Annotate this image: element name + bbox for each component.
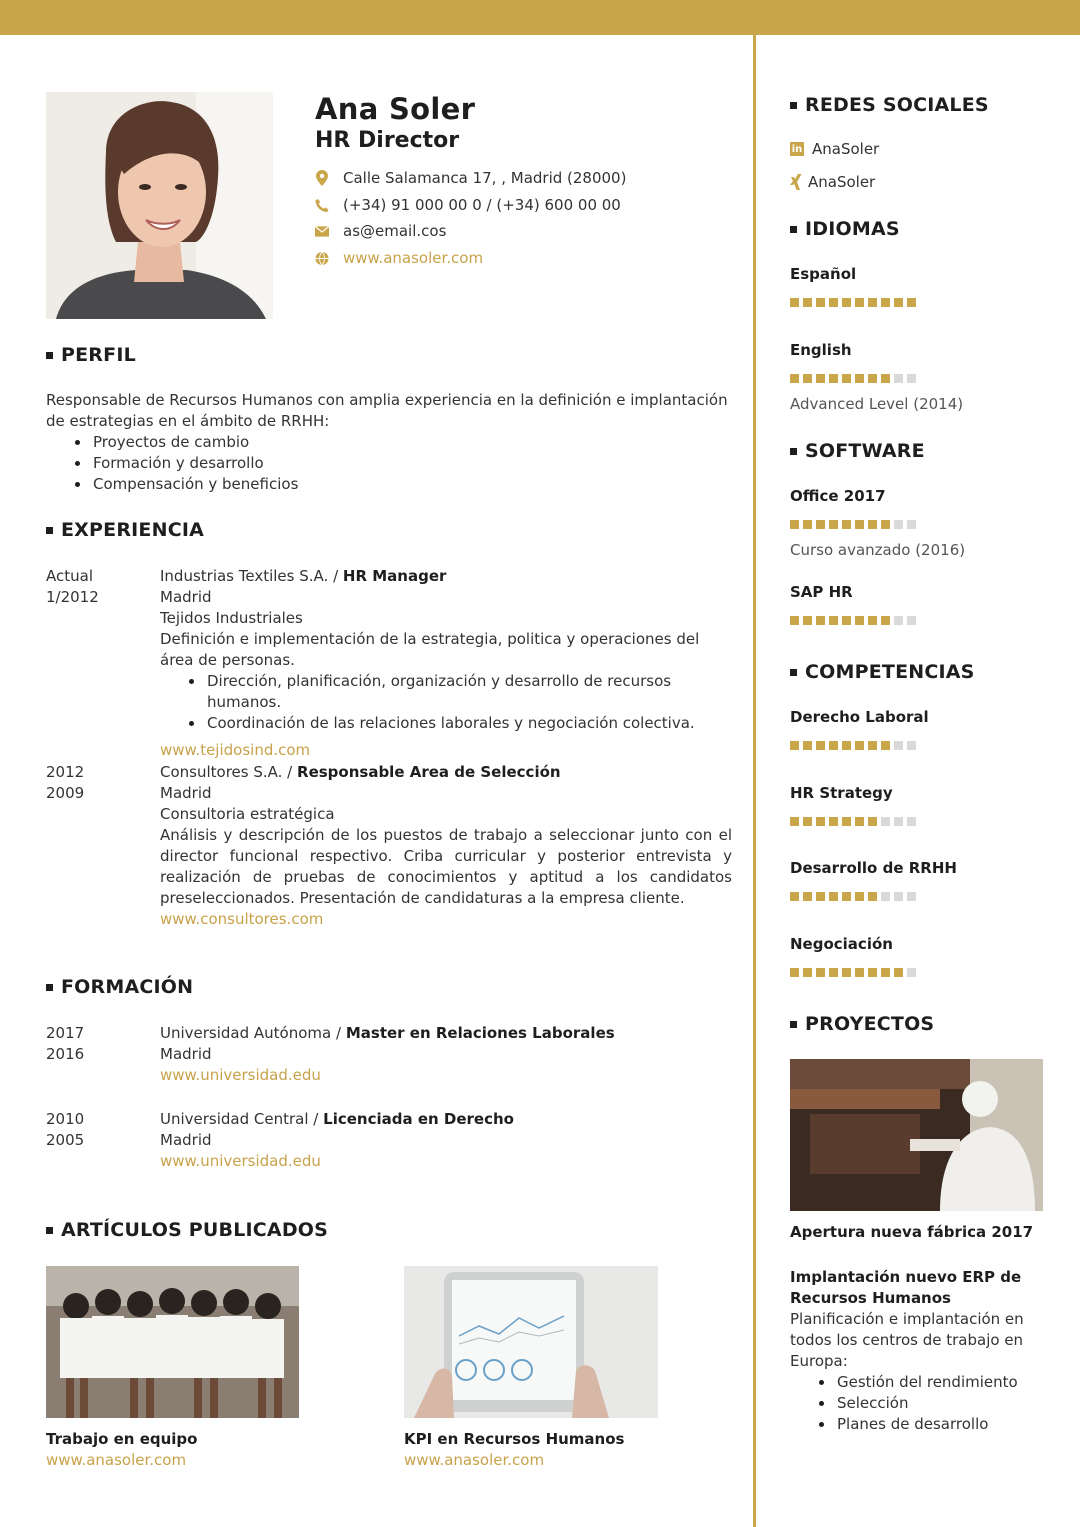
list-item: Formación y desarrollo [46,453,646,474]
level-square-filled [868,298,877,307]
language-name: English [790,341,852,359]
education-school-line: Universidad Central / Licenciada en Derecho [160,1110,514,1128]
heading-square-icon [46,352,53,359]
level-square-empty [881,817,890,826]
level-square-filled [855,616,864,625]
level-square-filled [881,520,890,529]
level-square-filled [816,616,825,625]
level-square-filled [855,374,864,383]
section-experiencia-heading: EXPERIENCIA [46,519,204,541]
article-item-2 [404,1429,724,1471]
social-item-xing[interactable]: AnaSoler [790,173,1050,191]
level-square-filled [829,298,838,307]
level-square-filled [803,298,812,307]
profile-photo [46,92,273,319]
list-item: Coordinación de las relaciones laborales y negociación colectiva. [160,713,735,734]
level-square-filled [790,374,799,383]
phone-icon [315,197,329,213]
level-square-filled [894,298,903,307]
level-square-filled [829,968,838,977]
article-image-kpi[interactable] [404,1266,658,1418]
experience-bullets [160,671,735,734]
linkedin-icon: in [791,143,803,155]
level-square-filled [803,741,812,750]
software-name: Office 2017 [790,487,886,505]
level-square-filled [855,520,864,529]
competency-name: Derecho Laboral [790,708,929,726]
contact-website [315,248,483,268]
education-dates-2: 2010 2005 [46,1110,85,1149]
heading-square-icon [46,1227,53,1234]
language-name: Español [790,265,857,283]
heading-square-icon [790,1021,797,1028]
level-square-empty [894,374,903,383]
list-item: Dirección, planificación, organización y desarrollo de recursos humanos. [160,671,735,713]
section-perfil-heading: PERFIL [46,344,136,366]
level-square-filled [829,520,838,529]
section-redes-heading: REDES SOCIALES [790,94,989,116]
location-pin-icon [315,170,329,186]
heading-square-icon [790,102,797,109]
column-divider [753,35,756,1527]
mail-icon [315,223,329,239]
education-entry-2 [160,1109,735,1172]
section-idiomas-heading: IDIOMAS [790,218,900,240]
experience-description: Definición e implementación de la estrategia, politica y operaciones del área de personas. [160,630,700,669]
level-square-filled [816,520,825,529]
level-square-filled [816,374,825,383]
competency-level-bar [790,968,1050,977]
experience-company-line: Consultores S.A. / Responsable Area de Selección [160,763,561,781]
list-item: Gestión del rendimiento [790,1372,1030,1393]
level-square-filled [816,968,825,977]
candidate-title: HR Director [315,128,460,153]
level-square-filled [790,520,799,529]
social-item-linkedin[interactable]: in AnaSoler [791,140,880,158]
software-name: SAP HR [790,583,853,601]
language-level-bar [790,374,1050,383]
section-formacion-heading: FORMACIÓN [46,976,193,998]
experience-sector: Tejidos Industriales [160,609,303,627]
level-square-empty [881,892,890,901]
level-square-filled [868,892,877,901]
level-square-empty [894,616,903,625]
level-square-filled [855,968,864,977]
experience-entry-1 [160,566,735,761]
level-square-filled [855,298,864,307]
level-square-filled [881,298,890,307]
level-square-filled [816,298,825,307]
section-software-heading: SOFTWARE [790,440,925,462]
section-articulos-heading: ARTÍCULOS PUBLICADOS [46,1219,328,1241]
heading-square-icon [790,448,797,455]
level-square-filled [842,298,851,307]
level-square-filled [829,616,838,625]
level-square-filled [790,968,799,977]
email-text[interactable]: as@email.cos [343,222,447,240]
project-bullets [790,1372,1030,1435]
level-square-empty [907,817,916,826]
level-square-filled [868,968,877,977]
language-note: Advanced Level (2014) [790,395,964,413]
experience-entry-2 [160,762,735,930]
article-link[interactable]: www.anasoler.com [46,1451,187,1469]
experience-link[interactable]: www.tejidosind.com [160,741,311,759]
article-title: Trabajo en equipo [46,1430,198,1448]
level-square-filled [803,616,812,625]
article-item-1 [46,1429,346,1471]
project-item-erp [790,1267,1030,1435]
project-title: Implantación nuevo ERP de Recursos Humanos [790,1268,1022,1307]
education-school-line: Universidad Autónoma / Master en Relaciones Laborales [160,1024,615,1042]
section-competencias-heading: COMPETENCIAS [790,661,975,683]
education-entry-1 [160,1023,735,1086]
education-city: Madrid [160,1045,212,1063]
contact-phone [315,195,621,215]
candidate-name: Ana Soler [315,92,476,126]
level-square-filled [790,817,799,826]
level-square-filled [881,374,890,383]
competency-name: HR Strategy [790,784,893,802]
level-square-empty [894,892,903,901]
level-square-empty [894,520,903,529]
level-square-filled [855,741,864,750]
level-square-empty [907,741,916,750]
level-square-filled [868,616,877,625]
competency-level-bar [790,741,1050,750]
website-link[interactable]: www.anasoler.com [343,249,484,267]
level-square-filled [829,817,838,826]
education-link[interactable]: www.universidad.edu [160,1152,321,1170]
perfil-list [46,432,646,495]
level-square-empty [907,520,916,529]
level-square-filled [803,968,812,977]
level-square-filled [881,616,890,625]
contact-email [315,221,446,241]
list-item: Selección [790,1393,1030,1414]
level-square-filled [881,741,890,750]
level-square-filled [868,520,877,529]
level-square-filled [868,817,877,826]
level-square-empty [907,616,916,625]
level-square-filled [803,374,812,383]
level-square-filled [803,520,812,529]
article-link[interactable]: www.anasoler.com [404,1451,545,1469]
software-note: Curso avanzado (2016) [790,541,966,559]
list-item: Planes de desarrollo [790,1414,1030,1435]
level-square-filled [790,741,799,750]
level-square-filled [907,298,916,307]
level-square-filled [803,817,812,826]
project-image-factory[interactable] [790,1059,1043,1211]
project-description: Planificación e implantación en todos los centros de trabajo en Europa: [790,1310,1024,1370]
article-title: KPI en Recursos Humanos [404,1430,625,1448]
level-square-filled [790,298,799,307]
competency-name: Desarrollo de RRHH [790,859,957,877]
experience-sector: Consultoria estratégica [160,805,335,823]
experience-city: Madrid [160,784,212,802]
level-square-filled [868,374,877,383]
level-square-filled [829,741,838,750]
level-square-filled [894,968,903,977]
list-item: Compensación y beneficios [46,474,646,495]
education-link[interactable]: www.universidad.edu [160,1066,321,1084]
heading-square-icon [46,984,53,991]
level-square-filled [790,892,799,901]
level-square-filled [829,374,838,383]
level-square-empty [907,374,916,383]
globe-icon [315,250,329,266]
level-square-filled [855,892,864,901]
competency-name: Negociación [790,935,893,953]
level-square-filled [842,520,851,529]
article-image-team[interactable] [46,1266,299,1418]
level-square-filled [842,741,851,750]
level-square-empty [894,817,903,826]
heading-square-icon [46,527,53,534]
heading-square-icon [790,226,797,233]
experience-dates-2: 2012 2009 [46,763,85,802]
level-square-filled [816,892,825,901]
level-square-empty [907,968,916,977]
language-level-bar [790,298,1050,307]
contact-address [315,168,626,188]
level-square-filled [816,741,825,750]
level-square-filled [790,616,799,625]
level-square-filled [842,817,851,826]
experience-dates-1: Actual 1/2012 [46,567,99,606]
experience-link[interactable]: www.consultores.com [160,910,324,928]
level-square-filled [881,968,890,977]
section-proyectos-heading: PROYECTOS [790,1013,934,1035]
experience-company-line: Industrias Textiles S.A. / HR Manager [160,567,447,585]
top-accent-bar [0,0,1080,35]
xing-icon [790,174,802,190]
education-city: Madrid [160,1131,212,1149]
level-square-empty [907,892,916,901]
experience-description: Análisis y descripción de los puestos de trabajo a seleccionar junto con el director funcional respectivo. Criba curricular y posterior entrevista y realización de pruebas de conocimientos y aptitud a los candidatos preseleccionados. Presentación de candidaturas a la empresa cliente. [160,826,732,907]
competency-level-bar [790,817,1050,826]
heading-square-icon [790,669,797,676]
level-square-filled [868,741,877,750]
level-square-filled [829,892,838,901]
level-square-filled [816,817,825,826]
phone-text: (+34) 91 000 00 0 / (+34) 600 00 00 [343,196,621,214]
software-level-bar [790,616,1050,625]
education-dates-1: 2017 2016 [46,1024,85,1063]
level-square-empty [894,741,903,750]
project-title: Apertura nueva fábrica 2017 [790,1223,1034,1241]
experience-city: Madrid [160,588,212,606]
perfil-text: Responsable de Recursos Humanos con amplia experiencia en la definición e implantación de estrategias en el ámbito de RRHH: [46,391,728,430]
level-square-filled [842,616,851,625]
level-square-filled [803,892,812,901]
level-square-filled [842,892,851,901]
address-text: Calle Salamanca 17, , Madrid (28000) [343,169,627,187]
list-item: Proyectos de cambio [46,432,646,453]
level-square-filled [855,817,864,826]
level-square-filled [842,968,851,977]
competency-level-bar [790,892,1050,901]
level-square-filled [842,374,851,383]
software-level-bar [790,520,1050,529]
